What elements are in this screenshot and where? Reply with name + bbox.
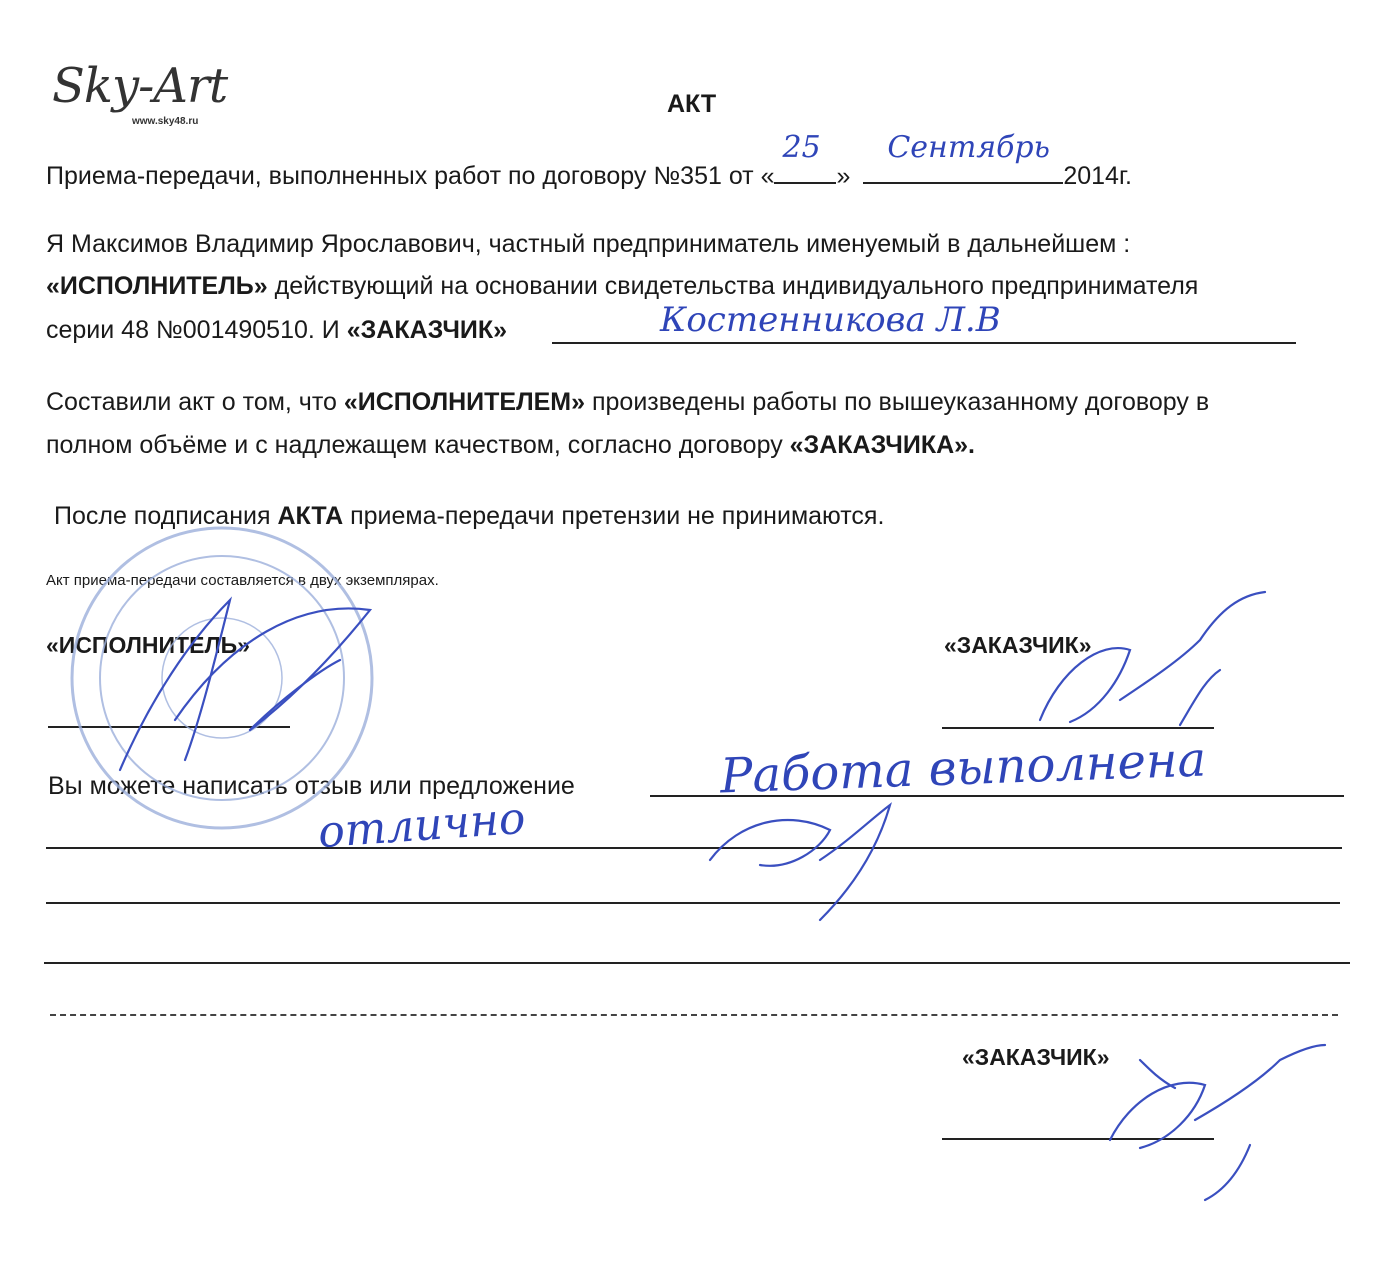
bottom-customer-signature	[1110, 1045, 1325, 1200]
feedback-line-2	[46, 847, 1342, 849]
customer-signature-line	[942, 727, 1214, 729]
logo-name: Sky-Art	[52, 58, 228, 114]
customer-name-handwritten: Костенникова Л.В	[660, 300, 1001, 340]
month-field	[863, 130, 1063, 184]
contract-heading	[46, 130, 1132, 191]
claims-rest: приема-передачи претензии не принимаются.	[343, 502, 885, 530]
day-handwritten: 25	[782, 130, 821, 165]
intro-line-2	[46, 272, 1198, 301]
feedback-handwritten-2: отлично	[316, 792, 527, 859]
conclusion-rest: произведены работы по вышеуказанному договору в	[585, 388, 1210, 416]
customer-gen: «ЗАКАЗЧИКА».	[789, 431, 975, 459]
feedback-prompt: Вы можете написать отзыв или предложение	[48, 772, 575, 800]
copies-note: Акт приема-передачи составляется в двух экземплярах.	[46, 572, 439, 589]
executor-signature-label: «ИСПОЛНИТЕЛЬ»	[46, 632, 250, 658]
intro-line-3	[46, 316, 507, 345]
executor-signature	[120, 600, 370, 770]
feedback-line-3	[46, 902, 1340, 904]
feedback-handwritten-1: Работа выполнена	[719, 731, 1208, 805]
document-title: АКТ	[667, 90, 717, 118]
customer-signature-label-bottom: «ЗАКАЗЧИК»	[962, 1044, 1110, 1070]
executor-inst: «ИСПОЛНИТЕЛЕМ»	[343, 388, 586, 416]
intro-line-3-start: серии 48 №001490510. И	[46, 316, 347, 344]
heading-year: 2014г.	[1063, 162, 1132, 190]
conclusion-line-2	[46, 431, 975, 460]
cut-line	[50, 1014, 1338, 1016]
customer-label-inline: «ЗАКАЗЧИК»	[346, 316, 508, 344]
customer-name-line	[552, 342, 1296, 344]
claims-note	[54, 502, 884, 531]
day-field	[774, 130, 836, 184]
intro-line-1: Я Максимов Владимир Ярославович, частный предприниматель именуемый в дальнейшем :	[46, 230, 1131, 258]
heading-text: Приема-передачи, выполненных работ по договору №351 от «	[46, 162, 775, 190]
conclusion-line-1	[46, 388, 1209, 417]
conclusion-line-2-start: полном объёме и с надлежащем качеством, согласно договору	[46, 431, 790, 459]
heading-mid: »	[836, 162, 851, 190]
customer-signature-line-bottom	[942, 1138, 1214, 1140]
month-handwritten: Сентябрь	[887, 130, 1050, 165]
customer-signature-label: «ЗАКАЗЧИК»	[944, 632, 1092, 658]
claims-start: После подписания	[54, 502, 278, 530]
feedback-line-4	[44, 962, 1350, 964]
conclusion-start: Составили акт о том, что	[46, 388, 344, 416]
logo	[52, 58, 228, 127]
executor-label-inline: «ИСПОЛНИТЕЛЬ»	[46, 272, 268, 300]
logo-url: www.sky48.ru	[132, 116, 199, 127]
executor-signature-line	[48, 726, 290, 728]
claims-act: АКТА	[277, 502, 344, 530]
intro-line-2-rest: действующий на основании свидетельства индивидуального предпринимателя	[267, 272, 1199, 300]
